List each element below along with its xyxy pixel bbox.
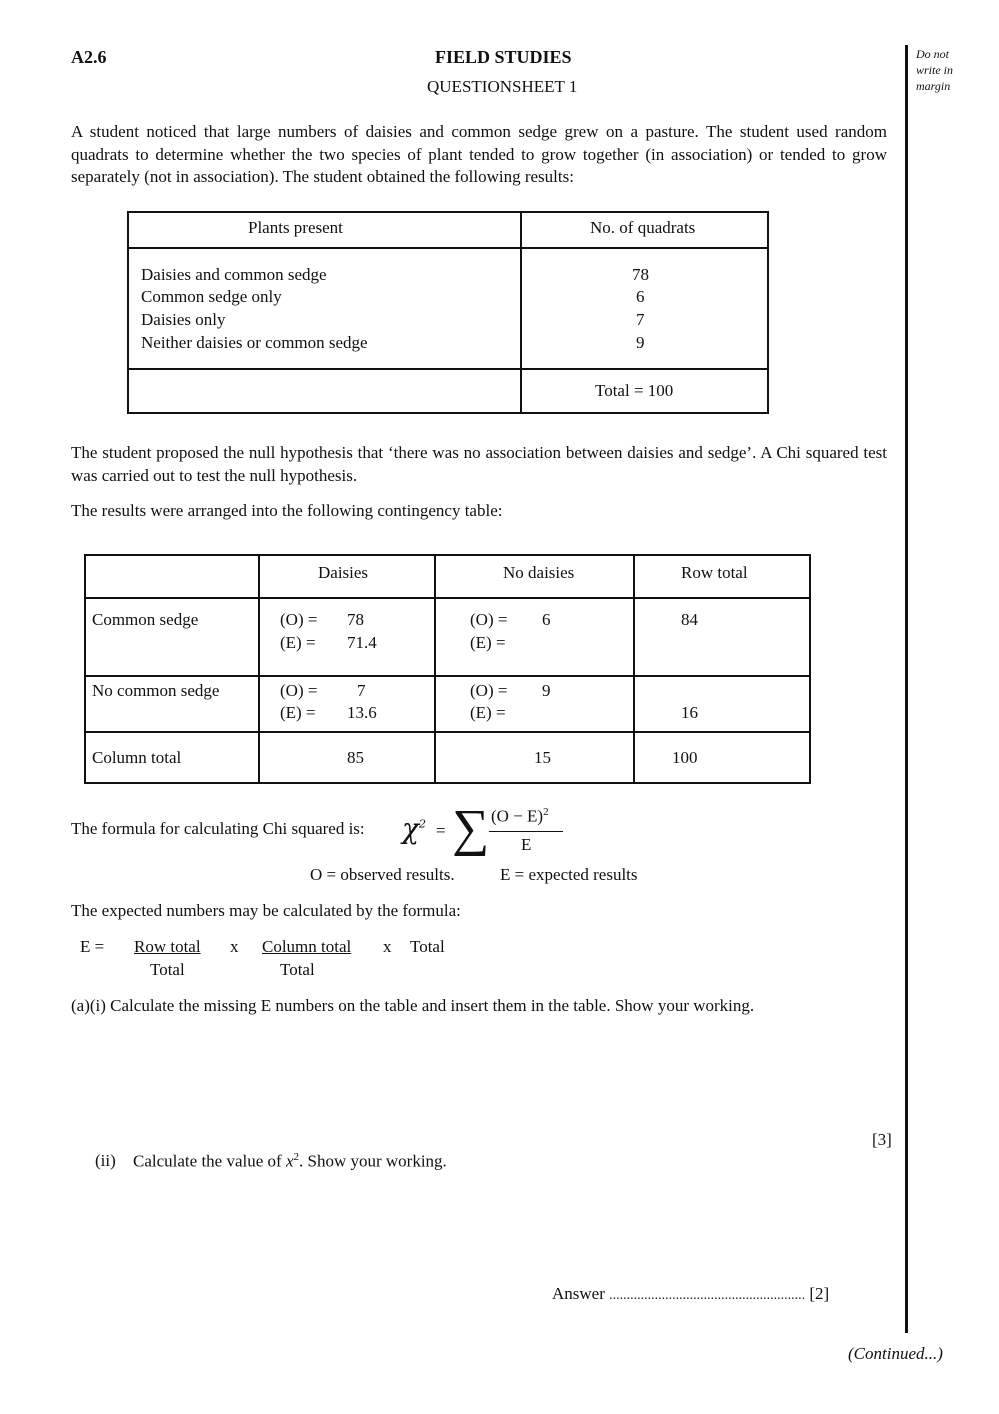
table2-header-no-daisies: No daisies: [503, 563, 575, 582]
formula-numerator-exponent: 2: [543, 806, 549, 818]
table2-row-label: Common sedge: [92, 610, 199, 629]
expected-total-denominator: Total: [280, 960, 315, 979]
expected-total: Total: [410, 937, 445, 956]
answer-line[interactable]: [552, 1284, 829, 1304]
times-sign: x: [230, 937, 239, 956]
observed-label: (O) =: [280, 681, 318, 700]
table1-header-quadrats: No. of quadrats: [590, 218, 696, 237]
question-a-ii-text: Calculate the value of: [133, 1151, 286, 1171]
expected-label: (E) =: [280, 703, 316, 722]
table1-row-label: Daisies only: [141, 310, 226, 329]
expected-total-denominator: Total: [150, 960, 185, 979]
formula-numerator: [491, 806, 549, 827]
table1-row-value: 9: [636, 333, 645, 352]
margin-note-line: Do not: [916, 47, 949, 61]
intro-paragraph: A student noticed that large numbers of daisies and common sedge grew on a pasture. The student used random quadrats to determine whether the two species of plant tended to grow together (in association) or tended to grow separately (not in association). The student obtained the following results:: [71, 122, 887, 186]
grand-total: 100: [672, 748, 698, 767]
table1-row-label: Neither daisies or common sedge: [141, 333, 368, 352]
daisies-expected: 71.4: [347, 633, 377, 652]
hypothesis-paragraph: The student proposed the null hypothesis that ‘there was no association between daisies and sedge’. A Chi squared test was carried out to test the null hypothesis.: [71, 443, 887, 485]
question-a-ii: [133, 1151, 447, 1172]
expected-label: (E) =: [280, 633, 316, 652]
question-a-i-marks: [3]: [872, 1130, 892, 1149]
chi-letter: χ: [402, 812, 419, 845]
expected-row-total: Row total: [134, 937, 201, 956]
table2-row-label: No common sedge: [92, 681, 220, 700]
table2-header-daisies: Daisies: [318, 563, 369, 582]
row-total-value: 84: [681, 610, 698, 629]
chi-symbol: [402, 812, 426, 845]
expected-column-total: Column total: [262, 937, 352, 956]
expected-label: (E) =: [470, 633, 506, 652]
table1-row-label: Daisies and common sedge: [141, 265, 327, 284]
legend-observed: O = observed results.: [310, 865, 455, 884]
times-sign: x: [383, 937, 392, 956]
no-daisies-observed: 6: [542, 610, 551, 629]
formula-equals: =: [436, 821, 446, 840]
question-code: A2.6: [71, 47, 107, 67]
observed-label: (O) =: [280, 610, 318, 629]
fraction-bar: [489, 831, 563, 832]
expected-label: (E) =: [470, 703, 506, 722]
column-total-no-daisies: 15: [534, 748, 551, 767]
page-title: FIELD STUDIES: [435, 47, 572, 67]
margin-note-line: margin: [916, 79, 951, 93]
table1-row-value: 6: [636, 287, 645, 306]
expected-intro: The expected numbers may be calculated by the formula:: [71, 901, 461, 920]
question-a-i: (a)(i) Calculate the missing E numbers on the table and insert them in the table. Show your working.: [71, 996, 755, 1015]
table2-header-row-total: Row total: [681, 563, 748, 582]
table1-total: Total = 100: [595, 381, 674, 400]
daisies-observed: 78: [347, 610, 364, 629]
column-total-daisies: 85: [347, 748, 364, 767]
table1-row-value: 7: [636, 310, 645, 329]
daisies-observed: 7: [357, 681, 366, 700]
no-daisies-observed: 9: [542, 681, 551, 700]
margin-rule: [905, 45, 908, 1333]
question-a-ii-number: (ii): [95, 1151, 116, 1170]
margin-note: [916, 46, 953, 94]
table1-header-plants: Plants present: [248, 218, 343, 237]
daisies-expected: 13.6: [347, 703, 377, 722]
formula-numerator-text: (O − E): [491, 806, 544, 826]
question-a-ii-variable: x: [285, 1151, 294, 1171]
table1-row-label: Common sedge only: [141, 287, 282, 306]
observed-label: (O) =: [470, 681, 508, 700]
column-total-label: Column total: [92, 748, 182, 767]
margin-note-line: write in: [916, 63, 954, 77]
page-subtitle: QUESTIONSHEET 1: [427, 77, 578, 96]
question-a-ii-text: . Show your working.: [298, 1151, 447, 1171]
row-total-value: 16: [681, 703, 698, 722]
chi-exponent: 2: [418, 817, 426, 831]
observed-label: (O) =: [470, 610, 508, 629]
sigma-icon: ∑: [452, 800, 490, 857]
formula-denominator: E: [521, 835, 532, 854]
continued-note: (Continued...): [848, 1344, 943, 1363]
table1-row-value: 78: [632, 265, 649, 284]
answer-dots[interactable]: ........................................................: [609, 1288, 806, 1303]
legend-expected: E = expected results: [500, 865, 638, 884]
question-a-ii-exponent: 2: [293, 1151, 299, 1163]
expected-e-equals: E =: [80, 937, 105, 956]
answer-marks: [2]: [809, 1284, 830, 1303]
contingency-intro: The results were arranged into the following contingency table:: [71, 501, 503, 520]
answer-label: Answer: [552, 1284, 605, 1303]
formula-intro: The formula for calculating Chi squared is:: [71, 819, 365, 838]
